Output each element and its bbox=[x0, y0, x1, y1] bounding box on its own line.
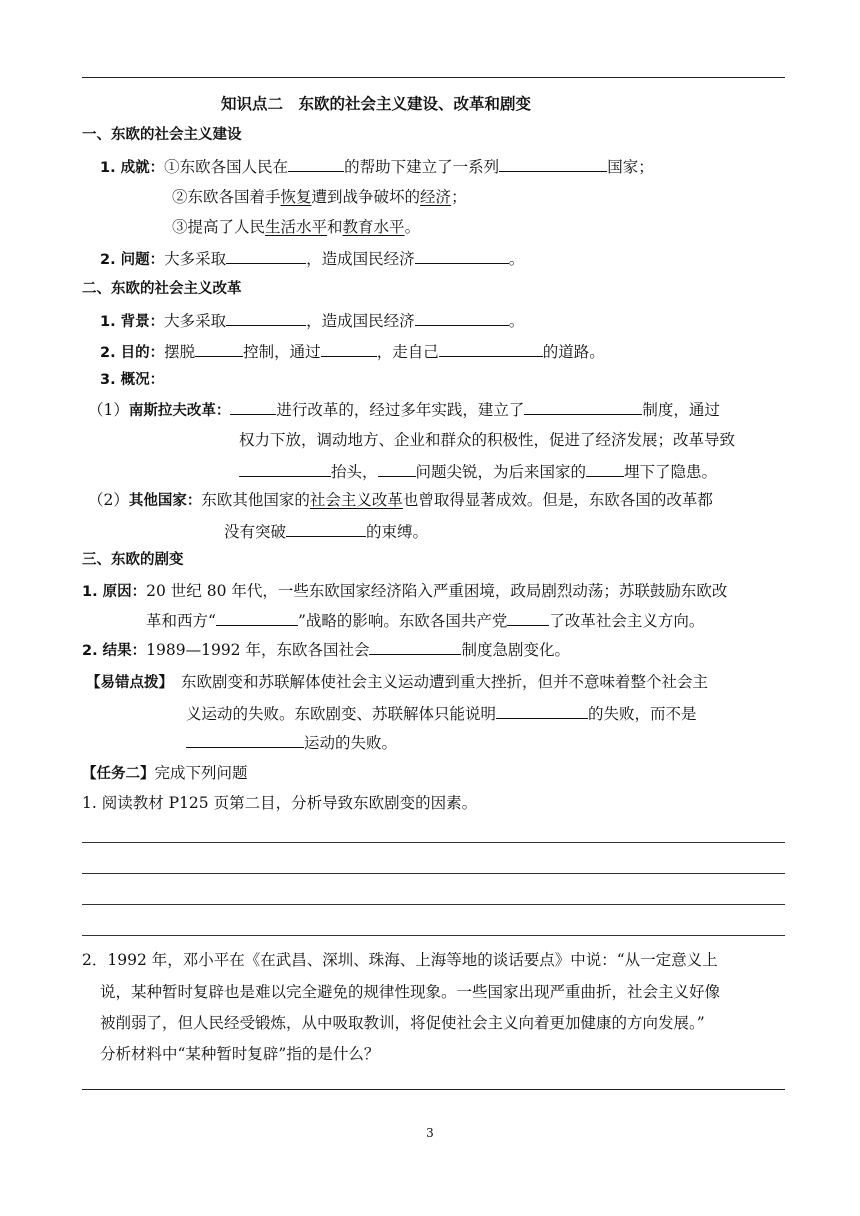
yugoslavia-line-2: 权力下放，调动地方、企业和群众的积极性，促进了经济发展；改革导致 bbox=[239, 431, 736, 449]
fill-blank[interactable] bbox=[586, 460, 624, 477]
text: 大多采取 bbox=[164, 250, 227, 268]
question-2-line-4: 分析材料中“某种暂时复辟”指的是什么？ bbox=[100, 1045, 380, 1063]
text: 问题尖锐，为后来国家的 bbox=[415, 463, 587, 481]
yugoslavia-label: 南斯拉夫改革： bbox=[128, 403, 231, 419]
text: 埋下了隐患。 bbox=[624, 463, 718, 481]
fill-blank[interactable] bbox=[186, 731, 304, 748]
cause-label: 1. 原因： bbox=[82, 584, 147, 600]
text: 东欧剧变和苏联解体使社会主义运动遭到重大挫折，但并不意味着整个社会主 bbox=[181, 673, 709, 691]
text: 摆脱 bbox=[164, 343, 196, 361]
text: 运动的失败。 bbox=[304, 734, 398, 752]
task-header bbox=[82, 762, 248, 785]
text: 没有突破 bbox=[224, 523, 287, 541]
answer-line[interactable] bbox=[82, 904, 785, 905]
achievement-label: 1. 成就： bbox=[100, 160, 165, 176]
answer-line[interactable] bbox=[82, 873, 785, 874]
section-heading-1: 一、东欧的社会主义建设 bbox=[82, 127, 242, 143]
text: 。 bbox=[404, 218, 421, 236]
fill-blank[interactable] bbox=[239, 460, 331, 477]
aim-label: 2. 目的： bbox=[100, 345, 165, 361]
text: 制度急剧变化。 bbox=[461, 641, 570, 659]
text: 进行改革的，经过多年实践，建立了 bbox=[276, 401, 525, 419]
problem-line bbox=[100, 247, 524, 271]
fill-blank[interactable] bbox=[415, 309, 509, 326]
fill-blank[interactable] bbox=[496, 702, 588, 719]
text: 的束缚。 bbox=[366, 523, 429, 541]
section-heading-3: 三、东欧的剧变 bbox=[82, 552, 184, 568]
fill-blank[interactable] bbox=[230, 398, 276, 415]
yugoslavia-line-3 bbox=[239, 460, 717, 483]
fill-blank[interactable] bbox=[216, 609, 298, 626]
other-countries-line-2 bbox=[224, 520, 428, 543]
text: 革和西方“ bbox=[146, 612, 216, 630]
top-rule bbox=[82, 77, 785, 78]
text: 完成下列问题 bbox=[154, 764, 248, 782]
fill-blank[interactable] bbox=[226, 309, 306, 326]
achievement-line-2 bbox=[172, 186, 467, 208]
text: 。 bbox=[508, 250, 525, 268]
text: 了改革社会主义方向。 bbox=[549, 612, 705, 630]
fill-blank[interactable] bbox=[321, 340, 377, 357]
cause-line-2 bbox=[146, 609, 704, 632]
question-1: 1. 阅读教材 P125 页第二目，分析导致东欧剧变的因素。 bbox=[82, 794, 478, 812]
text: 。 bbox=[508, 312, 525, 330]
result-line bbox=[82, 638, 570, 662]
text: 的道路。 bbox=[542, 343, 605, 361]
fill-blank[interactable] bbox=[226, 247, 306, 264]
underlined-term: 恢复 bbox=[280, 188, 312, 206]
fill-blank[interactable] bbox=[507, 609, 549, 626]
fill-blank[interactable] bbox=[378, 460, 416, 477]
fill-blank[interactable] bbox=[524, 398, 642, 415]
question-2-line-2: 说，某种暂时复辟也是难以完全避免的规律性现象。一些国家出现严重曲折，社会主义好像 bbox=[100, 983, 721, 1001]
fill-blank[interactable] bbox=[415, 247, 509, 264]
question-2-line-1: 2．1992 年，邓小平在《在武昌、深圳、珠海、上海等地的谈话要点》中说：“从一定意义上 bbox=[82, 951, 718, 969]
text: 抬头， bbox=[331, 463, 378, 481]
section-heading-2: 二、东欧的社会主义改革 bbox=[82, 281, 242, 297]
fill-blank[interactable] bbox=[499, 155, 607, 172]
achievement-line-1 bbox=[100, 155, 654, 179]
text: 制度，通过 bbox=[642, 401, 720, 419]
tip-label: 【易错点拨】 bbox=[86, 675, 173, 691]
answer-line[interactable] bbox=[82, 935, 785, 936]
bottom-rule bbox=[82, 1089, 785, 1090]
tip-line-3 bbox=[186, 731, 397, 754]
fill-blank[interactable] bbox=[286, 520, 366, 537]
tip-line-1 bbox=[86, 671, 708, 694]
page-number: 3 bbox=[426, 1126, 434, 1140]
text: 20 世纪 80 年代，一些东欧国家经济陷入严重困境，政局剧烈动荡；苏联鼓励东欧改 bbox=[146, 582, 728, 600]
task-label: 【任务二】 bbox=[82, 766, 155, 782]
text: 大多采取 bbox=[164, 312, 227, 330]
text: 遭到战争破坏的 bbox=[311, 188, 421, 206]
text: ③提高了人民 bbox=[172, 218, 266, 236]
text: 控制，通过 bbox=[243, 343, 321, 361]
text: 的失败，而不是 bbox=[588, 705, 697, 723]
text: ②东欧各国着手 bbox=[172, 188, 281, 206]
text: 东欧其他国家的 bbox=[201, 491, 310, 509]
yugoslavia-line-1 bbox=[88, 398, 720, 422]
underlined-term: 生活水平 bbox=[265, 218, 328, 236]
tip-line-2 bbox=[186, 702, 697, 725]
aim-line bbox=[100, 340, 605, 364]
underlined-term: 社会主义改革 bbox=[309, 491, 403, 509]
achievement-line-3 bbox=[172, 216, 420, 238]
item-number: （1） bbox=[88, 401, 129, 419]
fill-blank[interactable] bbox=[288, 155, 344, 172]
text: 也曾取得显著成效。但是，东欧各国的改革都 bbox=[402, 491, 713, 509]
text: ①东欧各国人民在 bbox=[164, 158, 289, 176]
text: 的帮助下建立了一系列 bbox=[344, 158, 500, 176]
answer-line[interactable] bbox=[82, 842, 785, 843]
page-title: 知识点二 东欧的社会主义建设、改革和剧变 bbox=[221, 95, 532, 113]
underlined-term: 经济 bbox=[420, 188, 452, 206]
text: ，走自己 bbox=[376, 343, 439, 361]
cause-line-1 bbox=[82, 580, 727, 603]
fill-blank[interactable] bbox=[195, 340, 243, 357]
text: 1989—1992 年，东欧各国社会 bbox=[146, 641, 370, 659]
result-label: 2. 结果： bbox=[82, 643, 147, 659]
text: 和 bbox=[327, 218, 343, 236]
background-label: 1. 背景： bbox=[100, 314, 165, 330]
text: ，造成国民经济 bbox=[306, 250, 415, 268]
text: 国家； bbox=[607, 158, 654, 176]
text: 义运动的失败。东欧剧变、苏联解体只能说明 bbox=[186, 705, 497, 723]
underlined-term: 教育水平 bbox=[342, 218, 405, 236]
text: ”战略的影响。东欧各国共产党 bbox=[297, 612, 508, 630]
overview-label: 3. 概况： bbox=[100, 372, 165, 388]
text: ，造成国民经济 bbox=[306, 312, 415, 330]
background-line bbox=[100, 309, 524, 333]
item-number: （2） bbox=[88, 491, 129, 509]
other-countries-line-1 bbox=[88, 489, 713, 512]
fill-blank[interactable] bbox=[439, 340, 543, 357]
problem-label: 2. 问题： bbox=[100, 252, 165, 268]
fill-blank[interactable] bbox=[369, 638, 461, 655]
text: ； bbox=[451, 188, 467, 206]
other-countries-label: 其他国家： bbox=[128, 493, 202, 509]
question-2-line-3: 被削弱了，但人民经受锻炼，从中吸取教训，将促使社会主义向着更加健康的方向发展。” bbox=[100, 1014, 705, 1032]
